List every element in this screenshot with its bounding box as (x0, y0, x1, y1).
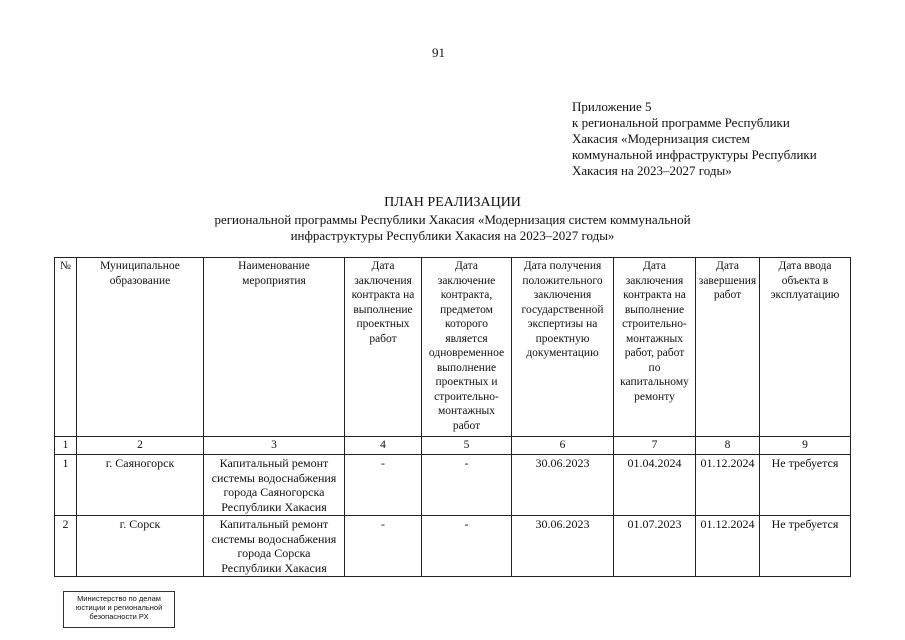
appendix-line: к региональной программе Республики (572, 115, 790, 130)
header-expertise-date: Дата получения положительного заключения государственной экспертизы на проектную документацию (512, 258, 614, 437)
row-expertise-date: 30.06.2023 (512, 455, 614, 516)
row-expertise-date: 30.06.2023 (512, 516, 614, 577)
appendix-line: коммунальной инфраструктуры Республики (572, 147, 817, 162)
row-combined-contract-date: - (422, 455, 512, 516)
row-activity: Капитальный ремонт системы водоснабжения города Сорска Республики Хакасия (204, 516, 345, 577)
stamp-line: Министерство по делам (77, 594, 161, 603)
row-commissioning-date: Не требуется (760, 455, 851, 516)
row-combined-contract-date: - (422, 516, 512, 577)
table-row (55, 455, 851, 516)
column-number-row (55, 437, 851, 455)
column-number: 9 (760, 437, 851, 455)
row-activity: Капитальный ремонт системы водоснабжения города Саяногорска Республики Хакасия (204, 455, 345, 516)
row-number: 1 (55, 455, 77, 516)
header-activity: Наименование мероприятия (204, 258, 345, 437)
table-header-row (55, 258, 851, 437)
row-commissioning-date: Не требуется (760, 516, 851, 577)
row-completion-date: 01.12.2024 (696, 455, 760, 516)
header-completion-date: Дата завершения работ (696, 258, 760, 437)
row-number: 2 (55, 516, 77, 577)
column-number: 3 (204, 437, 345, 455)
appendix-line: Приложение 5 (572, 99, 652, 114)
column-number: 7 (614, 437, 696, 455)
row-construction-contract-date: 01.04.2024 (614, 455, 696, 516)
column-number: 5 (422, 437, 512, 455)
row-design-contract-date: - (345, 516, 422, 577)
row-municipality: г. Саяногорск (77, 455, 204, 516)
ministry-stamp (63, 591, 175, 628)
table-row (55, 516, 851, 577)
row-municipality: г. Сорск (77, 516, 204, 577)
header-municipality: Муниципальное образование (77, 258, 204, 437)
header-construction-contract-date: Дата заключения контракта на выполнение строительно- монтажных работ, работ по капитальному ремонту (614, 258, 696, 437)
page-number: 91 (432, 45, 445, 60)
stamp-line: юстиции и региональной (75, 603, 163, 612)
column-number: 1 (55, 437, 77, 455)
plan-subtitle-line: инфраструктуры Республики Хакасия на 2023–2027 годы» (290, 228, 615, 243)
header-commissioning-date: Дата ввода объекта в эксплуатацию (760, 258, 851, 437)
header-design-contract-date: Дата заключения контракта на выполнение проектных работ (345, 258, 422, 437)
row-design-contract-date: - (345, 455, 422, 516)
row-completion-date: 01.12.2024 (696, 516, 760, 577)
appendix-line: Хакасия на 2023–2027 годы» (572, 163, 732, 178)
column-number: 6 (512, 437, 614, 455)
stamp-line: безопасности РХ (89, 612, 149, 621)
column-number: 2 (77, 437, 204, 455)
plan-title: ПЛАН РЕАЛИЗАЦИИ (384, 195, 521, 210)
column-number: 4 (345, 437, 422, 455)
plan-subtitle-line: региональной программы Республики Хакасия «Модернизация систем коммунальной (214, 212, 691, 227)
appendix-note (572, 99, 817, 179)
appendix-line: Хакасия «Модернизация систем (572, 131, 750, 146)
header-combined-contract-date: Дата заключение контракта, предметом которого является одновременное выполнение проектных и строительно- монтажных работ (422, 258, 512, 437)
header-number: № (55, 258, 77, 437)
row-construction-contract-date: 01.07.2023 (614, 516, 696, 577)
column-number: 8 (696, 437, 760, 455)
plan-subtitle (0, 212, 905, 244)
implementation-plan-table (54, 257, 851, 577)
